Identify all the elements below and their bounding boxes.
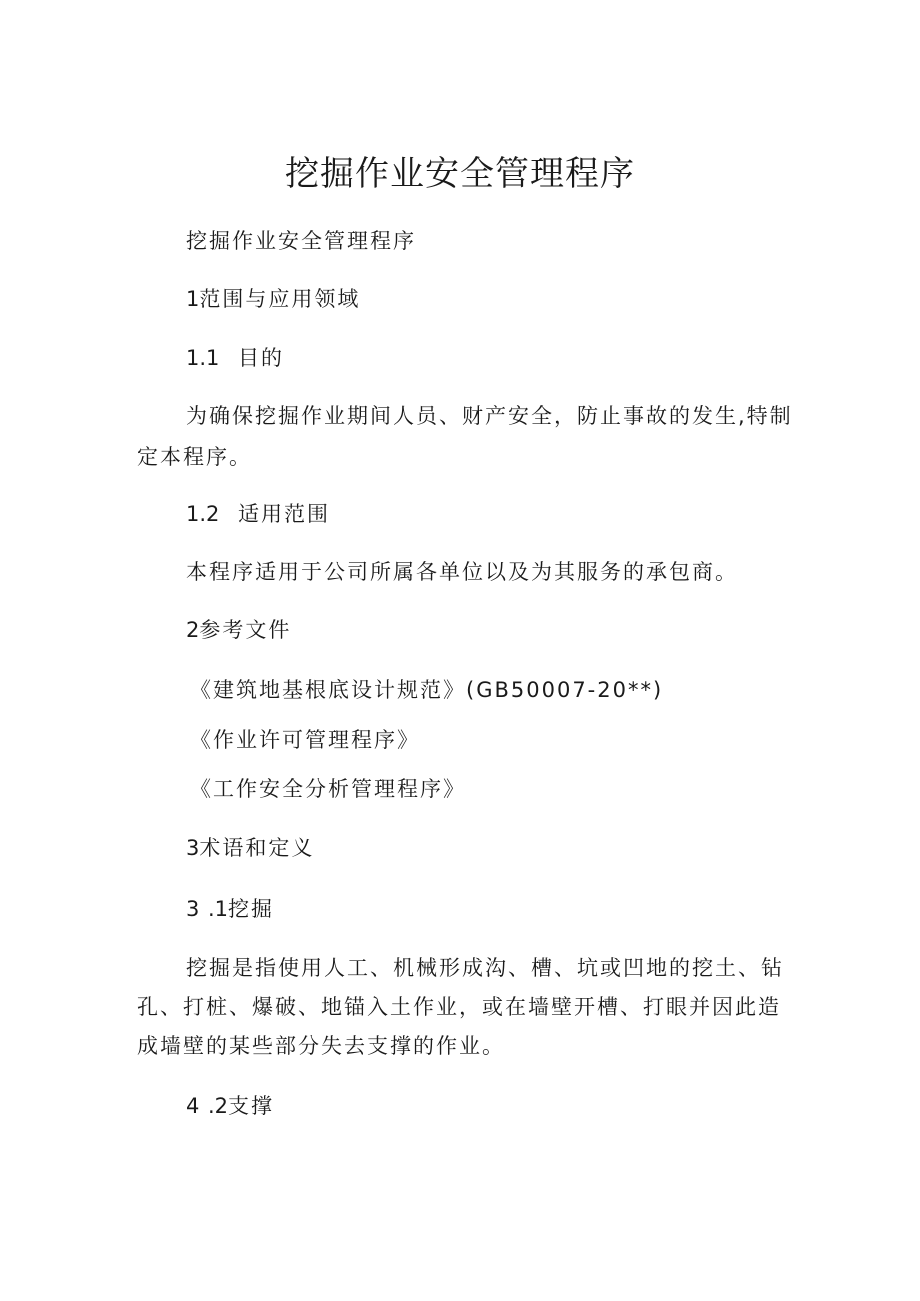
section-1-number: 1 bbox=[186, 287, 200, 311]
reference-item: 《建筑地基根底设计规范》(GB50007-20**) bbox=[190, 678, 664, 702]
excavation-paragraph-line-3: 成墙壁的某些部分失去支撑的作业。 bbox=[137, 1034, 505, 1058]
section-3-1-heading bbox=[186, 893, 274, 925]
document-title: 挖掘作业安全管理程序 bbox=[285, 154, 635, 194]
section-3-1-title: 挖掘 bbox=[228, 897, 275, 921]
section-3-heading bbox=[186, 832, 314, 864]
section-2-title: 参考文件 bbox=[199, 618, 292, 642]
section-2-heading bbox=[186, 614, 291, 646]
excavation-paragraph-line-2: 孔、打桩、爆破、地锚入土作业，或在墙壁开槽、打眼并因此造 bbox=[137, 995, 781, 1019]
section-1-2-heading bbox=[186, 498, 330, 530]
reference-item: 《作业许可管理程序》 bbox=[190, 728, 420, 752]
section-3-number: 3 bbox=[186, 836, 200, 860]
purpose-paragraph-line-1: 为确保挖掘作业期间人员、财产安全，防止事故的发生,特制 bbox=[186, 404, 793, 428]
section-1-title: 范围与应用领域 bbox=[199, 287, 361, 311]
section-3-1-sub: .1 bbox=[208, 897, 229, 921]
section-4-2-title: 支撑 bbox=[228, 1094, 275, 1118]
section-1-2-title: 适用范围 bbox=[238, 502, 330, 526]
section-1-1-number: 1.1 bbox=[186, 346, 220, 370]
section-1-1-title: 目的 bbox=[238, 346, 284, 370]
section-4-2-number: 4 bbox=[186, 1094, 200, 1118]
section-1-heading bbox=[186, 283, 360, 315]
purpose-paragraph-line-2: 定本程序。 bbox=[137, 445, 252, 469]
section-4-2-heading bbox=[186, 1090, 274, 1122]
section-2-number: 2 bbox=[186, 618, 200, 642]
scope-paragraph: 本程序适用于公司所属各单位以及为其服务的承包商。 bbox=[186, 560, 738, 584]
section-4-2-sub: .2 bbox=[208, 1094, 229, 1118]
section-3-1-number: 3 bbox=[186, 897, 200, 921]
section-1-2-number: 1.2 bbox=[186, 502, 220, 526]
reference-item: 《工作安全分析管理程序》 bbox=[190, 777, 466, 801]
section-1-1-heading bbox=[186, 342, 284, 374]
section-3-title: 术语和定义 bbox=[199, 836, 315, 860]
document-subtitle: 挖掘作业安全管理程序 bbox=[186, 229, 416, 253]
excavation-paragraph-line-1: 挖掘是指使用人工、机械形成沟、槽、坑或凹地的挖土、钻 bbox=[186, 956, 784, 980]
